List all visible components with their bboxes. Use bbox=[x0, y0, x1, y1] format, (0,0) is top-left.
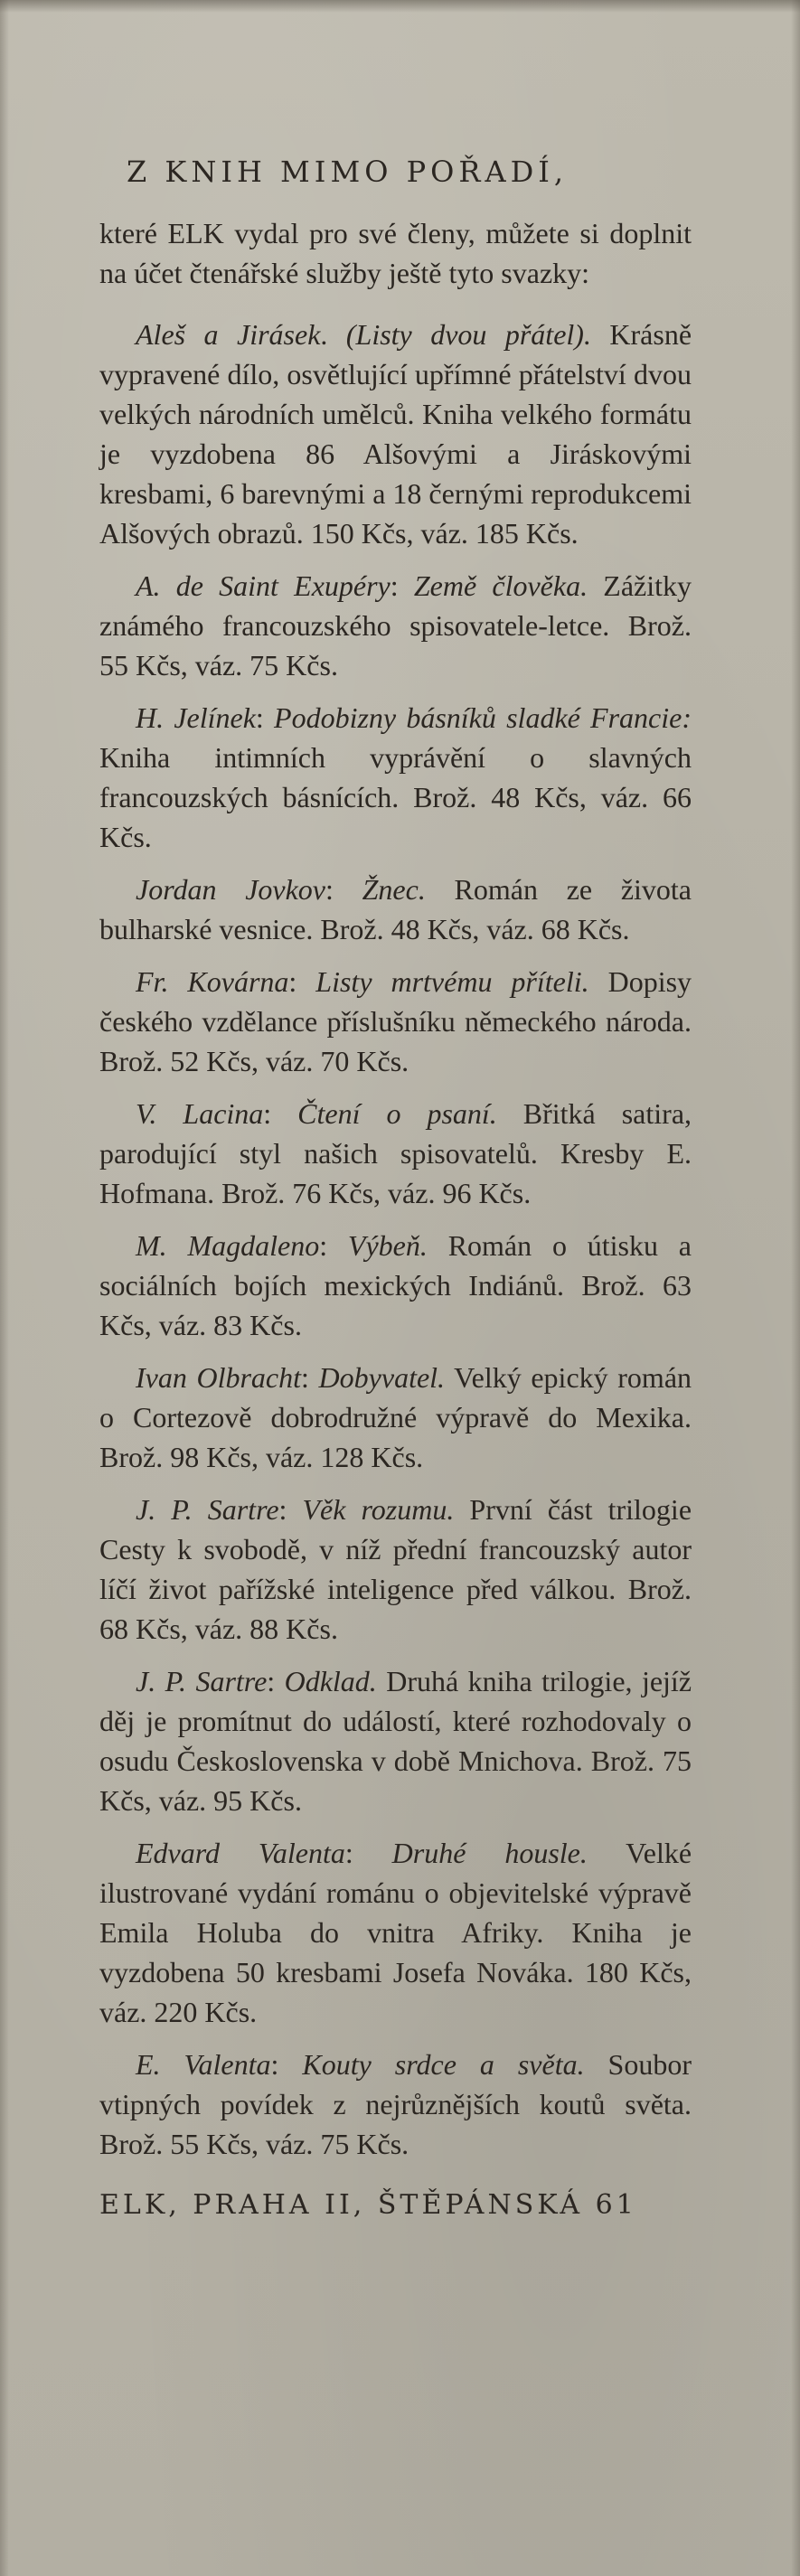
entry-author: J. P. Sartre bbox=[136, 1492, 279, 1526]
entry-separator: : bbox=[278, 1492, 303, 1526]
page-heading: Z KNIH MIMO POŘADÍ, bbox=[127, 155, 569, 189]
paper-edge-left bbox=[0, 0, 9, 2576]
text-column bbox=[99, 154, 692, 2223]
entry-title: Listy mrtvému příteli. bbox=[315, 964, 589, 998]
entry-title: Věk rozumu. bbox=[302, 1492, 455, 1526]
book-entry bbox=[99, 1094, 692, 1213]
entry-title: Výbeň. bbox=[347, 1228, 428, 1262]
entry-author: Ivan Olbracht bbox=[136, 1360, 302, 1394]
entry-author: A. de Saint Exupéry bbox=[136, 569, 391, 602]
entry-author: V. Lacina bbox=[136, 1096, 264, 1130]
entry-title: Podobizny básníků sladké Francie: bbox=[274, 700, 692, 734]
entry-description: Soubor vtipných povídek z nejrůznějších koutů světa. Brož. 55 Kčs, váz. 75 Kčs. bbox=[99, 2047, 692, 2160]
entry-title: Žnec. bbox=[362, 872, 426, 906]
entry-description: Velké ilustrované vydání románu o objevitelské výpravě Emila Holuba do vnitra Afriky. Kniha je vyzdobena 50 kresbami Josefa Nováka. 180 Kčs, váz. 220 Kčs. bbox=[99, 1836, 692, 2028]
book-entry bbox=[99, 1358, 692, 1477]
entry-title: Druhé housle. bbox=[391, 1836, 588, 1869]
book-entry bbox=[99, 315, 692, 553]
book-entry bbox=[99, 566, 692, 685]
entry-description: Krásně vypravené dílo, osvětlující upřímné přátelství dvou velkých národních umělců. Kniha velkého formátu je vyzdobena 86 Alšovými a Jiráskovými kresbami, 6 barevnými a 18 černými reprodukcemi Alšových obrazů. 150 Kčs, váz. 185 Kčs. bbox=[99, 317, 692, 550]
paper-edge-top bbox=[0, 0, 800, 13]
entry-separator: : bbox=[288, 964, 316, 998]
entry-description: Břitká satira, parodující styl našich spisovatelů. Kresby E. Hofmana. Brož. 76 Kčs, váz. 96 Kčs. bbox=[99, 1096, 692, 1209]
entry-separator: : bbox=[263, 1096, 298, 1130]
entry-author: J. P. Sartre bbox=[136, 1664, 268, 1697]
book-entry bbox=[99, 1490, 692, 1649]
entry-separator: : bbox=[255, 700, 275, 734]
entry-separator: : bbox=[267, 1664, 285, 1697]
entry-description: Román o útisku a sociálních bojích mexických Indiánů. Brož. 63 Kčs, váz. 83 Kčs. bbox=[99, 1228, 692, 1341]
entry-author: Aleš a Jirásek bbox=[136, 317, 321, 351]
book-entry bbox=[99, 698, 692, 857]
entry-title: Kouty srdce a světa. bbox=[302, 2047, 585, 2081]
entry-title: Dobyvatel. bbox=[318, 1360, 446, 1394]
entry-title: Odklad. bbox=[284, 1664, 377, 1697]
entry-description: Román ze života bulharské vesnice. Brož. 48 Kčs, váz. 68 Kčs. bbox=[99, 872, 692, 945]
entry-author: H. Jelínek bbox=[136, 700, 256, 734]
entry-description: Druhá kniha trilogie, jejíž děj je promítnut do událostí, které rozhodovaly o osudu Československa v době Mnichova. Brož. 75 Kčs, váz. 95 Kčs. bbox=[99, 1664, 692, 1817]
entry-author: Edvard Valenta bbox=[136, 1836, 345, 1869]
entry-separator: : bbox=[319, 1228, 348, 1262]
entry-title: Země člověka. bbox=[413, 569, 588, 602]
paper-edge-right bbox=[791, 0, 800, 2576]
entry-description: Kniha intimních vyprávění o slavných francouzských básnících. Brož. 48 Kčs, váz. 66 Kčs. bbox=[99, 740, 692, 853]
book-entry bbox=[99, 962, 692, 1081]
book-entry bbox=[99, 1226, 692, 1345]
intro-paragraph: které ELK vydal pro své členy, můžete si doplnit na účet čtenářské služby ještě tyto svazky: bbox=[99, 216, 692, 289]
entry-author: Fr. Kovárna bbox=[136, 964, 289, 998]
entry-separator: : bbox=[390, 569, 414, 602]
entry-separator: : bbox=[344, 1836, 392, 1869]
entry-author: Jordan Jovkov bbox=[136, 872, 325, 906]
book-entry bbox=[99, 1833, 692, 2032]
book-entry bbox=[99, 1661, 692, 1820]
entry-author: E. Valenta bbox=[136, 2047, 271, 2081]
entry-separator: . bbox=[320, 317, 346, 351]
entry-separator: : bbox=[301, 1360, 319, 1394]
entry-description: První část trilogie Cesty k svobodě, v níž přední francouzský autor líčí život pařížské inteligence před válkou. Brož. 68 Kčs, váz. 88 Kčs. bbox=[99, 1492, 692, 1645]
entry-description: Velký epický román o Cortezově dobrodružné výpravě do Mexika. Brož. 98 Kčs, váz. 128 Kčs. bbox=[99, 1360, 692, 1473]
entry-author: M. Magdaleno bbox=[136, 1228, 320, 1262]
entry-separator: : bbox=[270, 2047, 303, 2081]
publisher-address: ELK, PRAHA II, ŠTĚPÁNSKÁ 61 bbox=[99, 2188, 637, 2221]
entry-description: Zážitky známého francouzského spisovatele-letce. Brož. 55 Kčs, váz. 75 Kčs. bbox=[99, 569, 692, 682]
entry-title: Čtení o psaní. bbox=[297, 1096, 497, 1130]
entry-title: (Listy dvou přátel). bbox=[345, 317, 591, 351]
book-entry bbox=[99, 870, 692, 949]
book-entry bbox=[99, 2045, 692, 2164]
entry-description: Dopisy českého vzdělance příslušníku německého národa. Brož. 52 Kčs, váz. 70 Kčs. bbox=[99, 964, 692, 1077]
entry-separator: : bbox=[325, 872, 362, 906]
